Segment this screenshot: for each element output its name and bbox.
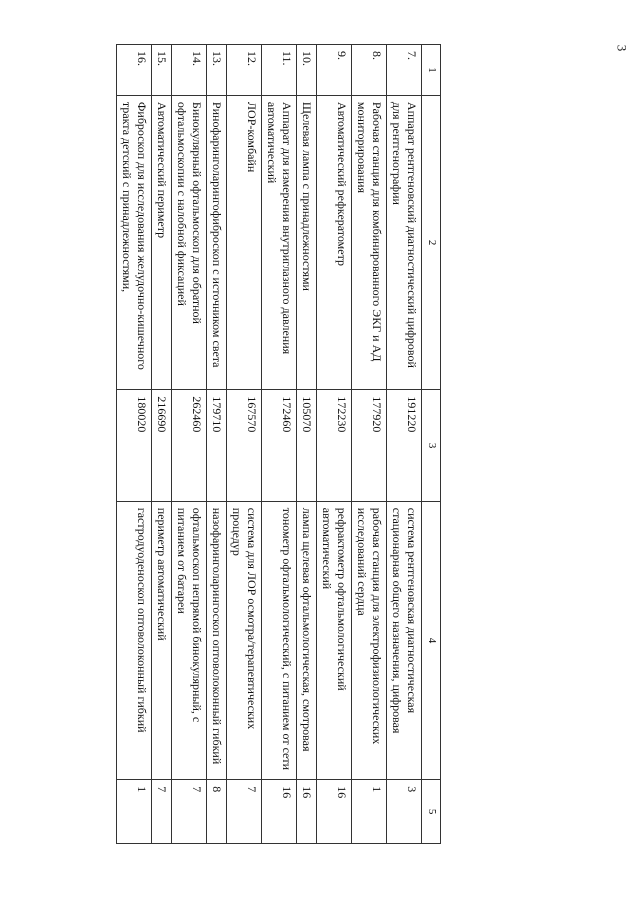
code-cell: 216690	[152, 390, 172, 501]
description-cell: система рентгеновская диагностическая стационарная общего назначения, цифровая	[387, 501, 422, 780]
equipment-table	[116, 44, 441, 844]
table-row	[317, 45, 352, 844]
table-row	[352, 45, 387, 844]
header-cell: 2	[422, 95, 441, 389]
description-cell: лампа щелевая офтальмологическая, смотровая	[297, 501, 317, 780]
code-cell: 167570	[227, 390, 262, 501]
code-cell: 179710	[207, 390, 227, 501]
quantity-cell: 16	[317, 780, 352, 844]
description-cell: рефрактометр офтальмологический автоматический	[317, 501, 352, 780]
equipment-name-cell: Аппарат для измерения внутриглазного давления автоматический	[262, 95, 297, 389]
description-cell: рабочая станция для электрофизиологических исследований сердца	[352, 501, 387, 780]
description-cell: периметр автоматический	[152, 501, 172, 780]
code-cell: 177920	[352, 390, 387, 501]
description-cell: гастродуоденоскоп оптоволоконный гибкий	[117, 501, 152, 780]
table-row	[207, 45, 227, 844]
description-cell: назофаринголарингоскоп оптоволоконный гибкий	[207, 501, 227, 780]
code-cell: 172460	[262, 390, 297, 501]
quantity-cell: 7	[152, 780, 172, 844]
table-header-row	[422, 45, 441, 844]
quantity-cell: 8	[207, 780, 227, 844]
quantity-cell: 1	[117, 780, 152, 844]
equipment-name-cell: ЛОР-комбайн	[227, 95, 262, 389]
row-number-cell: 14.	[172, 45, 207, 96]
row-number-cell: 12.	[227, 45, 262, 96]
table-row	[172, 45, 207, 844]
row-number-cell: 8.	[352, 45, 387, 96]
row-number-cell: 15.	[152, 45, 172, 96]
header-cell: 4	[422, 501, 441, 780]
description-cell: система для ЛОР осмотра/терапевтических процедур	[227, 501, 262, 780]
equipment-name-cell: Рабочая станция для комбинированного ЭКГ и АД мониторирования	[352, 95, 387, 389]
quantity-cell: 3	[387, 780, 422, 844]
code-cell: 105070	[297, 390, 317, 501]
header-cell: 3	[422, 390, 441, 501]
description-cell: офтальмоскоп непрямой бинокулярный, с питанием от батареи	[172, 501, 207, 780]
equipment-name-cell: Ринофаринголарингофиброскоп с источником света	[207, 95, 227, 389]
equipment-name-cell: Автоматический рефкератометр	[317, 95, 352, 389]
table-row	[297, 45, 317, 844]
equipment-name-cell: Аппарат рентгеновский диагностический цифровой для рентгенографии	[387, 95, 422, 389]
quantity-cell: 1	[352, 780, 387, 844]
quantity-cell: 7	[227, 780, 262, 844]
equipment-name-cell: Щелевая лампа с принадлежностями	[297, 95, 317, 389]
row-number-cell: 13.	[207, 45, 227, 96]
quantity-cell: 16	[262, 780, 297, 844]
table-row	[262, 45, 297, 844]
row-number-cell: 10.	[297, 45, 317, 96]
quantity-cell: 16	[297, 780, 317, 844]
description-cell: тонометр офтальмологический, с питанием от сети	[262, 501, 297, 780]
row-number-cell: 7.	[387, 45, 422, 96]
quantity-cell: 7	[172, 780, 207, 844]
table-row	[152, 45, 172, 844]
code-cell: 191220	[387, 390, 422, 501]
row-number-cell: 9.	[317, 45, 352, 96]
code-cell: 172230	[317, 390, 352, 501]
row-number-cell: 11.	[262, 45, 297, 96]
equipment-name-cell: Автоматический периметр	[152, 95, 172, 389]
table-row	[117, 45, 152, 844]
page-number: 3	[614, 44, 630, 52]
table-row	[387, 45, 422, 844]
row-number-cell: 16.	[117, 45, 152, 96]
header-cell: 1	[422, 45, 441, 96]
equipment-name-cell: Бинокулярный офтальмоскоп для обратной офтальмоскопии с налобной фиксацией	[172, 95, 207, 389]
table-row	[227, 45, 262, 844]
equipment-name-cell: Фиброскоп для исследования желудочно-кишечного тракта детский с принадлежностями,	[117, 95, 152, 389]
code-cell: 262460	[172, 390, 207, 501]
header-cell: 5	[422, 780, 441, 844]
code-cell: 180020	[117, 390, 152, 501]
